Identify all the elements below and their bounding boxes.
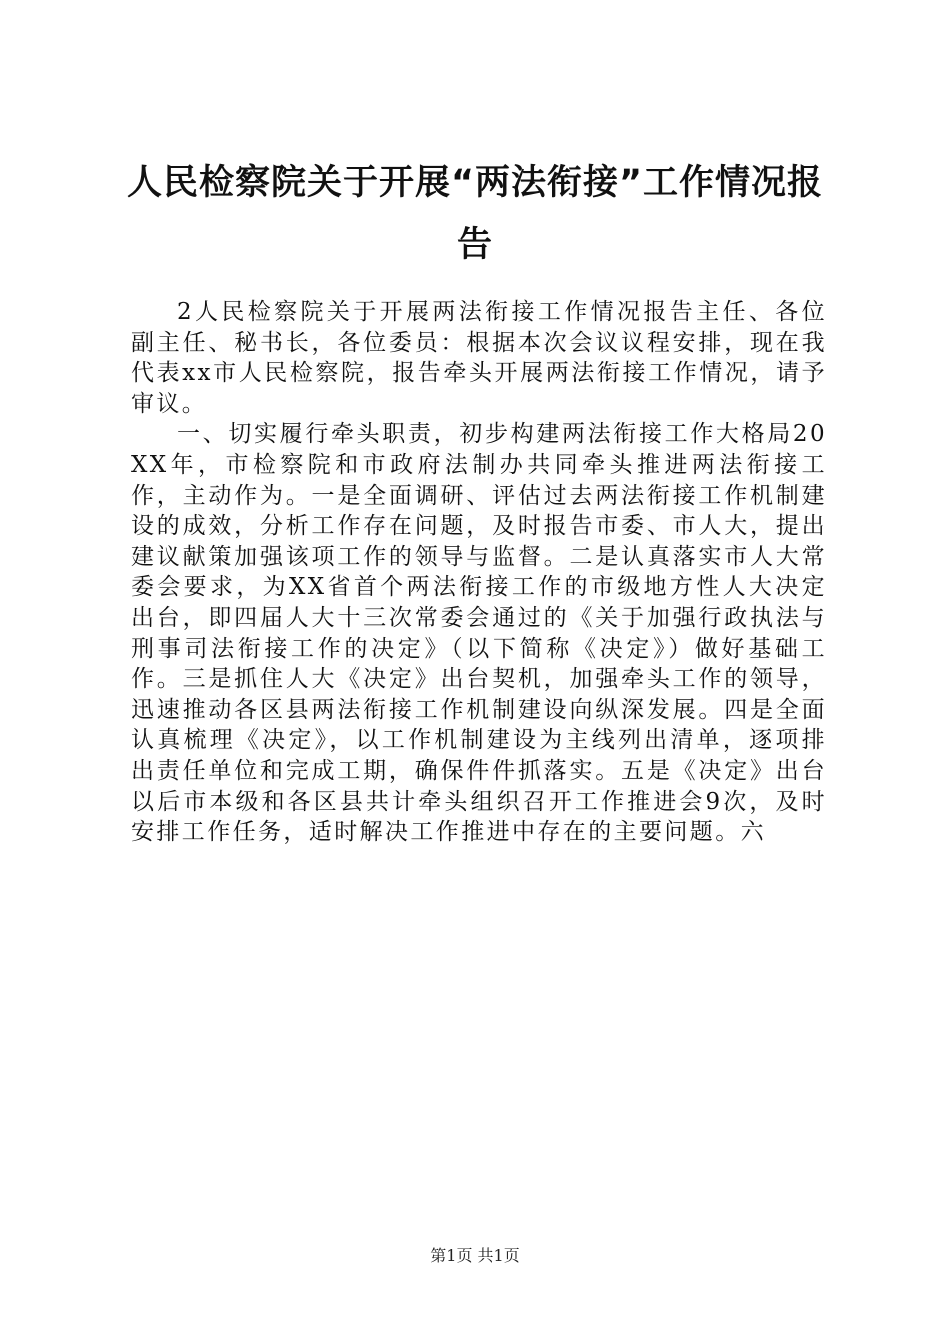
document-title: 人民检察院关于开展“两法衔接”工作情况报告 — [126, 163, 823, 265]
document-body — [131, 297, 827, 848]
paragraph-section-one: 一、切实履行牵头职责，初步构建两法衔接工作大格局20XX年，市检察院和市政府法制办共同牵头推进两法衔接工作，主动作为。一是全面调研、评估过去两法衔接工作机制建设的成效，分析工作存在问题，及时报告市委、市人大，提出建议献策加强该项工作的领导与监督。二是认真落实市人大常委会要求，为XX省首个两法衔接工作的市级地方性人大决定出台，即四届人大十三次常委会通过的《关于加强行政执法与刑事司法衔接工作的决定》（以下简称《决定》）做好基础工作。三是抓住人大《决定》出台契机，加强牵头工作的领导，迅速推动各区县两法衔接工作机制建设向纵深发展。四是全面认真梳理《决定》，以工作机制建设为主线列出清单，逐项排出责任单位和完成工期，确保件件抓落实。五是《决定》出台以后市本级和各区县共计牵头组织召开工作推进会9次，及时安排工作任务，适时解决工作推进中存在的主要问题。六 — [131, 421, 827, 846]
page-number-footer: 第1页 共1页 — [430, 1246, 520, 1265]
paragraph-intro: 2人民检察院关于开展两法衔接工作情况报告主任、各位副主任、秘书长，各位委员：根据本次会议议程安排，现在我代表xx市人民检察院，报告牵头开展两法衔接工作情况，请予审议。 — [131, 299, 827, 417]
